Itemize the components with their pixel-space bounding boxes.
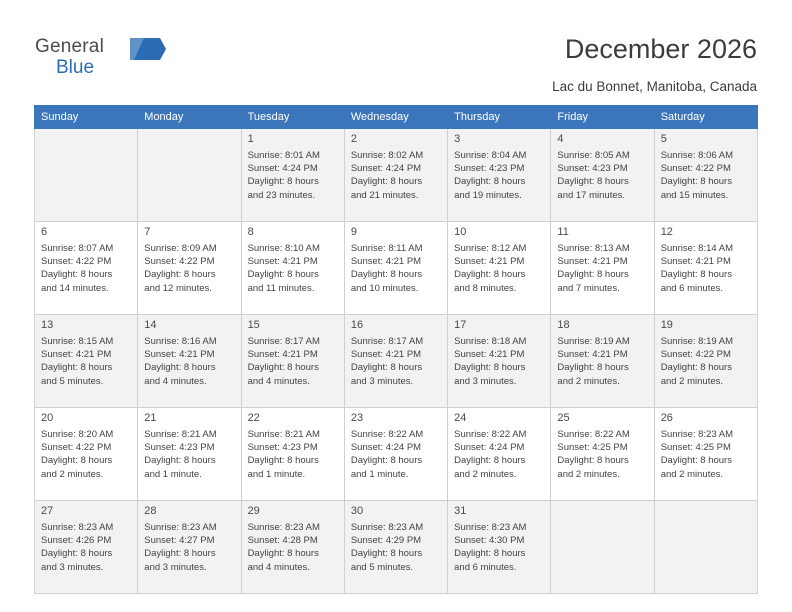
- weekday-header-friday: Friday: [551, 106, 654, 129]
- day-details: [351, 428, 442, 481]
- logo: [35, 36, 195, 82]
- day-detail-line: Sunrise: 8:22 AM: [454, 429, 527, 440]
- calendar-day-cell[interactable]: [241, 129, 344, 222]
- day-number: 10: [454, 226, 467, 238]
- calendar-table: [34, 105, 758, 594]
- day-detail-line: Sunrise: 8:17 AM: [247, 336, 320, 347]
- day-detail-line: Sunrise: 8:07 AM: [41, 243, 114, 254]
- logo-primary-text: General: [35, 36, 104, 57]
- day-detail-line: Daylight: 8 hours: [247, 176, 319, 188]
- day-detail-line: and 3 minutes.: [144, 561, 207, 573]
- day-details: [144, 428, 235, 481]
- day-detail-line: Daylight: 8 hours: [454, 269, 526, 281]
- day-detail-line: Daylight: 8 hours: [247, 548, 319, 560]
- day-detail-line: Daylight: 8 hours: [350, 362, 423, 374]
- day-details: [557, 149, 648, 202]
- day-detail-line: Sunset: 4:24 PM: [350, 442, 422, 454]
- calendar-day-cell[interactable]: [654, 222, 757, 315]
- calendar-day-cell[interactable]: [654, 129, 757, 222]
- day-detail-line: Sunset: 4:21 PM: [454, 349, 525, 361]
- day-detail-line: and 3 minutes.: [350, 375, 414, 387]
- day-detail-line: and 12 minutes.: [144, 282, 212, 294]
- day-detail-line: Daylight: 8 hours: [454, 176, 526, 188]
- calendar-day-cell[interactable]: [138, 222, 241, 315]
- day-detail-line: Daylight: 8 hours: [557, 269, 629, 281]
- day-detail-line: Sunset: 4:25 PM: [660, 442, 731, 454]
- day-detail-line: Sunrise: 8:16 AM: [144, 336, 217, 347]
- calendar-day-cell[interactable]: [551, 129, 654, 222]
- calendar-day-cell[interactable]: [241, 222, 344, 315]
- day-number: 17: [454, 319, 467, 331]
- calendar-week-row: [35, 408, 758, 501]
- calendar-day-cell[interactable]: [448, 315, 551, 408]
- day-details: [144, 521, 235, 574]
- weekday-header-saturday: Saturday: [654, 106, 757, 129]
- calendar-day-cell[interactable]: [654, 408, 757, 501]
- day-detail-line: Sunrise: 8:10 AM: [247, 243, 320, 254]
- calendar-week-row: [35, 222, 758, 315]
- day-detail-line: Sunset: 4:29 PM: [350, 535, 422, 547]
- day-number: 22: [247, 412, 260, 424]
- day-detail-line: and 5 minutes.: [350, 561, 414, 573]
- calendar-empty-cell: [551, 501, 654, 594]
- day-detail-line: Daylight: 8 hours: [350, 455, 423, 467]
- weekday-header-sunday: Sunday: [35, 106, 138, 129]
- day-detail-line: Daylight: 8 hours: [41, 269, 113, 281]
- page-title: December 2026: [564, 34, 757, 64]
- calendar-week-row: [35, 501, 758, 594]
- day-detail-line: and 23 minutes.: [247, 189, 316, 201]
- calendar-empty-cell: [35, 129, 138, 222]
- day-number: 31: [454, 505, 467, 517]
- day-details: [248, 335, 339, 388]
- day-detail-line: and 21 minutes.: [350, 189, 419, 201]
- day-detail-line: Daylight: 8 hours: [557, 362, 629, 374]
- day-detail-line: Sunset: 4:24 PM: [247, 163, 318, 175]
- day-number: 23: [350, 412, 364, 424]
- day-details: [351, 149, 442, 202]
- day-details: [351, 521, 442, 574]
- day-detail-line: Sunrise: 8:01 AM: [247, 150, 320, 161]
- day-detail-line: and 7 minutes.: [557, 282, 620, 294]
- day-number: 2: [350, 133, 357, 145]
- day-detail-line: and 14 minutes.: [41, 282, 109, 294]
- day-detail-line: Daylight: 8 hours: [660, 362, 732, 374]
- calendar-day-cell[interactable]: [344, 315, 447, 408]
- day-number: 24: [454, 412, 467, 424]
- day-detail-line: Sunset: 4:24 PM: [454, 442, 525, 454]
- day-detail-line: and 15 minutes.: [660, 189, 729, 201]
- calendar-day-cell[interactable]: [35, 408, 138, 501]
- day-detail-line: Sunset: 4:23 PM: [247, 442, 318, 454]
- day-detail-line: Sunrise: 8:21 AM: [144, 429, 217, 440]
- calendar-day-cell[interactable]: [138, 501, 241, 594]
- day-details: [661, 335, 752, 388]
- day-detail-line: Sunrise: 8:22 AM: [557, 429, 630, 440]
- calendar-day-cell[interactable]: [551, 408, 654, 501]
- calendar-empty-cell: [138, 129, 241, 222]
- day-detail-line: Daylight: 8 hours: [454, 362, 526, 374]
- day-number: 26: [660, 412, 673, 424]
- calendar-empty-cell: [654, 501, 757, 594]
- calendar-day-cell[interactable]: [241, 315, 344, 408]
- day-detail-line: Sunrise: 8:19 AM: [660, 336, 734, 347]
- day-details: [248, 242, 339, 295]
- calendar-week-row: [35, 129, 758, 222]
- day-number: 19: [660, 319, 673, 331]
- day-number: 8: [247, 226, 254, 238]
- day-detail-line: Sunrise: 8:11 AM: [350, 243, 423, 254]
- day-detail-line: Sunrise: 8:13 AM: [557, 243, 630, 254]
- day-detail-line: and 3 minutes.: [454, 375, 517, 387]
- day-detail-line: Sunset: 4:21 PM: [660, 256, 731, 268]
- day-details: [41, 242, 132, 295]
- day-details: [661, 149, 752, 202]
- day-detail-line: Daylight: 8 hours: [247, 455, 319, 467]
- day-detail-line: and 11 minutes.: [247, 282, 315, 294]
- day-detail-line: and 3 minutes.: [41, 561, 104, 573]
- calendar-day-cell[interactable]: [448, 222, 551, 315]
- day-detail-line: Sunrise: 8:06 AM: [660, 150, 734, 161]
- day-detail-line: Daylight: 8 hours: [660, 176, 732, 188]
- calendar-day-cell[interactable]: [551, 315, 654, 408]
- day-detail-line: Sunrise: 8:14 AM: [660, 243, 734, 254]
- day-detail-line: Sunrise: 8:19 AM: [557, 336, 630, 347]
- day-details: [248, 149, 339, 202]
- day-detail-line: Sunrise: 8:23 AM: [144, 522, 217, 533]
- day-detail-line: and 2 minutes.: [557, 468, 620, 480]
- day-detail-line: Sunrise: 8:23 AM: [350, 522, 424, 533]
- calendar-day-cell[interactable]: [241, 501, 344, 594]
- day-detail-line: Daylight: 8 hours: [660, 269, 732, 281]
- day-detail-line: Sunset: 4:22 PM: [41, 256, 112, 268]
- day-detail-line: Sunset: 4:27 PM: [144, 535, 215, 547]
- day-details: [41, 335, 132, 388]
- day-number: 18: [557, 319, 570, 331]
- day-detail-line: Sunrise: 8:20 AM: [41, 429, 114, 440]
- weekday-header-row: [35, 106, 758, 129]
- day-detail-line: and 2 minutes.: [557, 375, 620, 387]
- day-detail-line: Daylight: 8 hours: [350, 176, 423, 188]
- day-detail-line: and 2 minutes.: [454, 468, 517, 480]
- day-detail-line: Daylight: 8 hours: [144, 269, 216, 281]
- calendar-day-cell[interactable]: [35, 222, 138, 315]
- calendar-day-cell[interactable]: [35, 501, 138, 594]
- day-detail-line: and 8 minutes.: [454, 282, 517, 294]
- day-number: 25: [557, 412, 570, 424]
- day-number: 5: [660, 133, 667, 145]
- day-detail-line: Daylight: 8 hours: [144, 548, 216, 560]
- day-details: [144, 242, 235, 295]
- day-number: 28: [144, 505, 157, 517]
- day-number: 6: [41, 226, 48, 238]
- day-detail-line: and 2 minutes.: [660, 468, 724, 480]
- calendar-day-cell[interactable]: [35, 315, 138, 408]
- day-detail-line: Sunset: 4:23 PM: [454, 163, 525, 175]
- day-detail-line: Sunrise: 8:23 AM: [660, 429, 734, 440]
- day-detail-line: Sunset: 4:21 PM: [41, 349, 112, 361]
- day-number: 12: [660, 226, 673, 238]
- day-detail-line: Sunset: 4:21 PM: [144, 349, 215, 361]
- day-detail-line: and 5 minutes.: [41, 375, 104, 387]
- day-number: 16: [350, 319, 364, 331]
- day-details: [454, 428, 545, 481]
- day-detail-line: Sunrise: 8:12 AM: [454, 243, 527, 254]
- calendar-day-cell[interactable]: [344, 408, 447, 501]
- calendar-day-cell[interactable]: [344, 501, 447, 594]
- calendar-day-cell[interactable]: [241, 408, 344, 501]
- day-details: [454, 521, 545, 574]
- day-detail-line: Daylight: 8 hours: [350, 548, 423, 560]
- day-detail-line: Daylight: 8 hours: [247, 269, 319, 281]
- day-detail-line: Sunset: 4:21 PM: [247, 349, 318, 361]
- day-detail-line: Daylight: 8 hours: [41, 362, 113, 374]
- page-header: [0, 0, 792, 100]
- calendar-day-cell[interactable]: [344, 129, 447, 222]
- weekday-header-wednesday: Wednesday: [344, 106, 447, 129]
- day-detail-line: Sunset: 4:21 PM: [454, 256, 525, 268]
- day-details: [454, 335, 545, 388]
- day-number: 20: [41, 412, 54, 424]
- day-detail-line: and 1 minute.: [144, 468, 202, 480]
- day-detail-line: Daylight: 8 hours: [660, 455, 732, 467]
- day-detail-line: and 4 minutes.: [247, 561, 310, 573]
- day-detail-line: Sunset: 4:21 PM: [557, 256, 628, 268]
- day-detail-line: Sunset: 4:21 PM: [350, 349, 422, 361]
- day-detail-line: Sunrise: 8:23 AM: [41, 522, 114, 533]
- day-detail-line: Sunrise: 8:23 AM: [247, 522, 320, 533]
- day-detail-line: Daylight: 8 hours: [247, 362, 319, 374]
- day-number: 9: [350, 226, 357, 238]
- calendar-day-cell[interactable]: [448, 501, 551, 594]
- day-detail-line: Daylight: 8 hours: [454, 548, 526, 560]
- calendar-day-cell[interactable]: [448, 129, 551, 222]
- day-detail-line: Daylight: 8 hours: [557, 455, 629, 467]
- day-details: [351, 335, 442, 388]
- day-details: [144, 335, 235, 388]
- day-detail-line: Sunrise: 8:17 AM: [350, 336, 424, 347]
- day-number: 1: [247, 133, 254, 145]
- day-detail-line: Sunset: 4:28 PM: [247, 535, 318, 547]
- day-number: 13: [41, 319, 54, 331]
- weekday-header-thursday: Thursday: [448, 106, 551, 129]
- flag-icon: [130, 38, 166, 60]
- day-detail-line: Sunset: 4:22 PM: [144, 256, 215, 268]
- calendar-day-cell[interactable]: [138, 315, 241, 408]
- day-number: 27: [41, 505, 54, 517]
- day-detail-line: and 6 minutes.: [660, 282, 724, 294]
- day-number: 15: [247, 319, 260, 331]
- day-number: 3: [454, 133, 461, 145]
- day-detail-line: Daylight: 8 hours: [350, 269, 423, 281]
- day-details: [557, 335, 648, 388]
- day-detail-line: Sunset: 4:30 PM: [454, 535, 525, 547]
- weekday-header-tuesday: Tuesday: [241, 106, 344, 129]
- day-detail-line: Sunset: 4:23 PM: [144, 442, 215, 454]
- day-detail-line: Sunset: 4:24 PM: [350, 163, 422, 175]
- day-number: 7: [144, 226, 151, 238]
- calendar-week-row: [35, 315, 758, 408]
- day-detail-line: and 17 minutes.: [557, 189, 626, 201]
- calendar-day-cell[interactable]: [551, 222, 654, 315]
- day-detail-line: Sunset: 4:25 PM: [557, 442, 628, 454]
- day-detail-line: and 2 minutes.: [660, 375, 724, 387]
- day-detail-line: Sunset: 4:21 PM: [557, 349, 628, 361]
- day-detail-line: Sunset: 4:23 PM: [557, 163, 628, 175]
- day-detail-line: Daylight: 8 hours: [454, 455, 526, 467]
- day-detail-line: Sunrise: 8:05 AM: [557, 150, 630, 161]
- day-details: [557, 428, 648, 481]
- day-detail-line: and 10 minutes.: [350, 282, 419, 294]
- calendar-day-cell[interactable]: [138, 408, 241, 501]
- day-detail-line: Sunset: 4:22 PM: [660, 163, 731, 175]
- day-detail-line: Sunrise: 8:09 AM: [144, 243, 217, 254]
- day-detail-line: Sunrise: 8:21 AM: [247, 429, 320, 440]
- day-detail-line: Sunset: 4:22 PM: [660, 349, 731, 361]
- logo-secondary-text: Blue: [56, 57, 95, 78]
- day-details: [557, 242, 648, 295]
- day-detail-line: Daylight: 8 hours: [41, 548, 113, 560]
- day-details: [454, 242, 545, 295]
- day-details: [41, 521, 132, 574]
- calendar-day-cell[interactable]: [654, 315, 757, 408]
- calendar-day-cell[interactable]: [448, 408, 551, 501]
- day-detail-line: and 1 minute.: [350, 468, 409, 480]
- day-detail-line: Sunrise: 8:22 AM: [350, 429, 424, 440]
- day-detail-line: Sunrise: 8:04 AM: [454, 150, 527, 161]
- day-detail-line: Sunset: 4:21 PM: [247, 256, 318, 268]
- day-detail-line: Daylight: 8 hours: [144, 362, 216, 374]
- day-number: 11: [557, 226, 569, 238]
- day-details: [248, 428, 339, 481]
- page-subtitle: Lac du Bonnet, Manitoba, Canada: [552, 79, 757, 94]
- day-detail-line: and 2 minutes.: [41, 468, 104, 480]
- day-detail-line: and 6 minutes.: [454, 561, 517, 573]
- day-detail-line: and 4 minutes.: [247, 375, 310, 387]
- day-detail-line: and 19 minutes.: [454, 189, 522, 201]
- day-detail-line: Daylight: 8 hours: [144, 455, 216, 467]
- day-number: 14: [144, 319, 157, 331]
- day-detail-line: Daylight: 8 hours: [557, 176, 629, 188]
- weekday-header-monday: Monday: [138, 106, 241, 129]
- day-number: 30: [350, 505, 364, 517]
- day-detail-line: and 4 minutes.: [144, 375, 207, 387]
- day-detail-line: Sunrise: 8:02 AM: [350, 150, 424, 161]
- day-detail-line: Sunset: 4:22 PM: [41, 442, 112, 454]
- day-details: [248, 521, 339, 574]
- day-detail-line: Sunset: 4:21 PM: [350, 256, 422, 268]
- day-details: [41, 428, 132, 481]
- day-number: 29: [247, 505, 260, 517]
- day-number: 4: [557, 133, 564, 145]
- day-detail-line: Sunset: 4:26 PM: [41, 535, 112, 547]
- day-details: [661, 428, 752, 481]
- day-detail-line: and 1 minute.: [247, 468, 306, 480]
- day-detail-line: Sunrise: 8:15 AM: [41, 336, 114, 347]
- day-detail-line: Daylight: 8 hours: [41, 455, 113, 467]
- day-details: [454, 149, 545, 202]
- day-detail-line: Sunrise: 8:18 AM: [454, 336, 527, 347]
- day-detail-line: Sunrise: 8:23 AM: [454, 522, 527, 533]
- calendar-day-cell[interactable]: [344, 222, 447, 315]
- day-details: [351, 242, 442, 295]
- day-details: [661, 242, 752, 295]
- calendar-body: [35, 129, 758, 594]
- day-number: 21: [144, 412, 157, 424]
